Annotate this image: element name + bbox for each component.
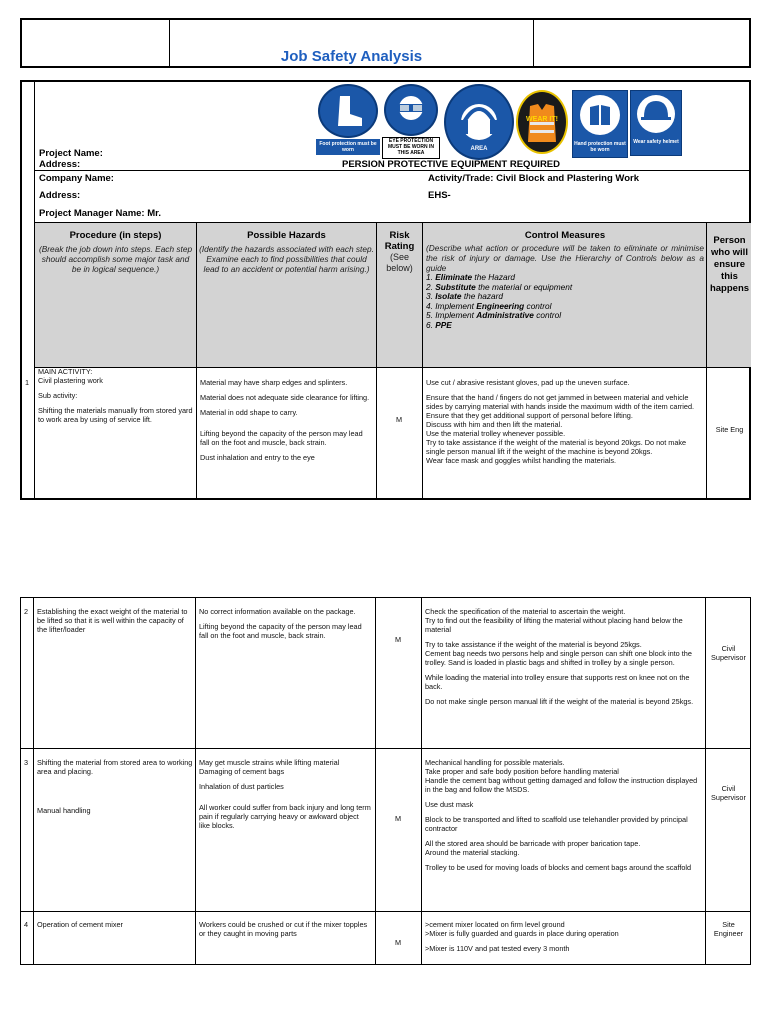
row-1-procedure (38, 367, 194, 424)
procedure-header (36, 230, 195, 274)
cell-line: Around the material stacking. (425, 848, 520, 857)
address-label-2: Address: (39, 190, 81, 201)
ppe-caption-ear: AREA (470, 146, 488, 152)
cell-line: Handle the cement bag without getting damaged and follow the instruction displayed in the bag and follow the MSDS. (425, 776, 698, 794)
cell-line: Trolley to be used for moving loads of blocks and cement bags around the scaffold (425, 863, 692, 872)
cell-line: Discuss with him and then lift the material. (426, 420, 563, 429)
row-4-person: Site Engineer (713, 920, 744, 938)
row-4-risk: M (395, 938, 402, 947)
cell-line: Use the material trolley whenever possible. (426, 429, 566, 438)
control-list-item: 5. Implement Administrative control (426, 310, 562, 320)
cell-line: Sub activity: (38, 391, 78, 400)
row-3-procedure (37, 758, 193, 815)
vest-icon (516, 90, 568, 154)
cell-line: Workers could be crushed or cut if the mixer topples or they caught in moving parts (199, 920, 368, 938)
cell-line: Shifting the materials manually from stored yard to work area by using of service lift. (38, 406, 193, 424)
cell-line: >cement mixer located on firm level ground (425, 920, 565, 929)
person-header (708, 235, 751, 295)
row-4-hazards (199, 920, 371, 938)
cell-line: Try to take assistance if the weight of the material is beyond 25kgs. (425, 640, 642, 649)
ppe-caption-foot: Foot protection must be worn (316, 139, 380, 155)
cell-line: Lifting beyond the capacity of the person may lead fall on the foot and muscle, back strain. (199, 622, 362, 640)
cell-line: Ensure that they get additional support of personal before lifting. (426, 411, 633, 420)
risk-header-sub: (See below) (386, 252, 413, 273)
title-table (20, 18, 751, 68)
cell-line: Lifting beyond the capacity of the person may lead fall on the foot and muscle, back strain. (200, 429, 363, 447)
person-header-title: Person who will ensure this happens (709, 235, 750, 294)
cell-line: >Mixer is 110V and pat tested every 3 month (425, 944, 570, 953)
cell-line: Shifting the material from stored area to working area and placing. (37, 758, 193, 776)
cell-line: Wear face mask and goggles whilst handling the materials. (426, 456, 617, 465)
control-list-item: 4. Implement Engineering control (426, 300, 552, 311)
cell-line: Mechanical handling for possible materials. (425, 758, 565, 767)
ppe-signs (316, 84, 686, 162)
project-manager-label: Project Manager Name: Mr. (39, 208, 161, 219)
cell-line: May get muscle strains while lifting material (199, 758, 340, 767)
cell-line: Material may have sharp edges and splinters. (200, 378, 348, 387)
cell-line: Operation of cement mixer (37, 920, 123, 929)
title-right-cell (533, 20, 749, 66)
company-name-label: Company Name: (39, 173, 114, 184)
ehs-label: EHS- (428, 190, 451, 201)
cell-line: Take proper and safe body position before handling material (425, 767, 619, 776)
ppe-caption-eye: EYE PROTECTION MUST BE WORN IN THIS AREA (382, 137, 440, 159)
row-1-person: Site Eng (715, 425, 744, 434)
control-list-item: 3. Isolate the hazard (426, 291, 504, 301)
procedure-header-title: Procedure (in steps) (69, 230, 162, 241)
cell-line: Cement bag needs two persons help and single person can shift one block into the trolley. Sand is loaded in plastic bags and shifted in trolley by a single person. (425, 649, 692, 667)
row-4-number: 4 (24, 920, 29, 929)
row-3-hazards (199, 758, 371, 830)
hazards-header-sub: (Identify the hazards associated with each step. Examine each to find possibilities that could lead to an accident or potential harm arising.) (199, 244, 374, 274)
hazards-header-title: Possible Hazards (247, 230, 326, 241)
helmet-icon (630, 90, 682, 156)
ppe-caption-helmet: Wear safety helmet (632, 138, 680, 152)
row-1-number: 1 (25, 378, 30, 387)
row-1-risk: M (396, 415, 403, 424)
row-2-control (425, 607, 703, 706)
control-list-item: 6. PPE (426, 319, 452, 330)
hazards-header (198, 230, 375, 274)
gloves-icon (572, 90, 628, 158)
cell-line: Use cut / abrasive resistant gloves, pad up the uneven surface. (426, 378, 630, 387)
address-label-1: Address: (39, 159, 81, 170)
control-header (426, 230, 704, 330)
row-1-hazards (200, 378, 372, 462)
cell-line: Block to be transported and lifted to scaffold use telehandler provided by principal contractor (425, 815, 688, 833)
hierarchy-of-controls-list (426, 273, 704, 330)
row-3-person: Civil Supervisor (711, 784, 746, 802)
risk-header-title: Risk Rating (384, 230, 415, 252)
control-header-sub: (Describe what action or procedure will be taken to eliminate or minimise the risk of injury or damage. Use the Hierarchy of Controls below as a guide (426, 243, 704, 273)
cell-line: Use dust mask (425, 800, 474, 809)
cell-line: Civil plastering work (38, 376, 103, 385)
row-3-risk: M (395, 814, 402, 823)
ear-protection-icon (444, 84, 514, 162)
jsa-continued-table (20, 597, 751, 965)
project-name-label: Project Name: (39, 148, 103, 159)
row-2-risk: M (395, 635, 402, 644)
cell-line: Try to find out the feasibility of lifting the material without placing hand below the material (425, 616, 683, 634)
control-list-item: 2. Substitute the material or equipment (426, 281, 573, 292)
cell-line: Material does not adequate side clearance for lifting. (200, 393, 370, 402)
row-4-control (425, 920, 703, 953)
cell-line: All worker could suffer from back injury and long term pain if regularly carrying heavy or awkward object like blocks. (199, 803, 371, 830)
cell-line: MAIN ACTIVITY: (38, 367, 93, 376)
row-2-person: Civil Supervisor (711, 644, 746, 662)
ppe-caption-vest: WEAR IT! (526, 116, 558, 123)
cell-line: Establishing the exact weight of the material to be lifted so that it is well within the capacity of the lifter/loader (37, 607, 188, 634)
row-3-control (425, 758, 703, 872)
control-header-title: Control Measures (524, 230, 606, 241)
activity-trade-label: Activity/Trade: Civil Block and Plastering Work (428, 173, 639, 184)
row-2-procedure (37, 607, 193, 634)
boot-icon (316, 84, 380, 158)
jsa-main-table (20, 80, 751, 500)
cell-line: All the stored area should be barricade with proper barication tape. (425, 839, 641, 848)
cell-line: No correct information available on the package. (199, 607, 356, 616)
cell-line: Dust inhalation and entry to the eye (200, 453, 315, 462)
risk-header (377, 230, 422, 274)
cell-line: Check the specification of the material to ascertain the weight. (425, 607, 626, 616)
cell-line: >Mixer is fully guarded and guards in place during operation (425, 929, 619, 938)
cell-line: While loading the material into trolley ensure that supports rest on knee not on the back. (425, 673, 690, 691)
row-1-control (426, 378, 704, 465)
cell-line: Manual handling (37, 806, 91, 815)
row-3-number: 3 (24, 758, 29, 767)
control-list-item: 1. Eliminate the Hazard (426, 272, 516, 282)
cell-line: Material in odd shape to carry. (200, 408, 298, 417)
title-left-cell (22, 20, 170, 66)
cell-line: Try to take assistance if the weight of the material is beyond 20kgs. Do not make single person manual lift if the weight of the machine is beyond 20kgs. (426, 438, 687, 456)
cell-line: Ensure that the hand / fingers do not get jammed in between material and vehicle sides by carrying material with hands inside the maximum width of the item carried. (426, 393, 695, 411)
ppe-caption-hand: Hand protection must be worn (574, 141, 626, 153)
cell-line: Damaging of cement bags (199, 767, 285, 776)
document-title: Job Safety Analysis (280, 48, 423, 65)
row-2-hazards (199, 607, 371, 640)
goggles-icon (382, 84, 440, 160)
row-4-procedure (37, 920, 193, 929)
cell-line: Do not make single person manual lift if the weight of the material is beyond 25kgs. (425, 697, 694, 706)
procedure-header-sub: (Break the job down into steps. Each step should accomplish some major task and be in logical sequence.) (38, 244, 193, 274)
cell-line: Inhalation of dust particles (199, 782, 284, 791)
row-2-number: 2 (24, 607, 29, 616)
ppe-required-label: PERSION PROTECTIVE EQUIPMENT REQUIRED (342, 159, 560, 170)
